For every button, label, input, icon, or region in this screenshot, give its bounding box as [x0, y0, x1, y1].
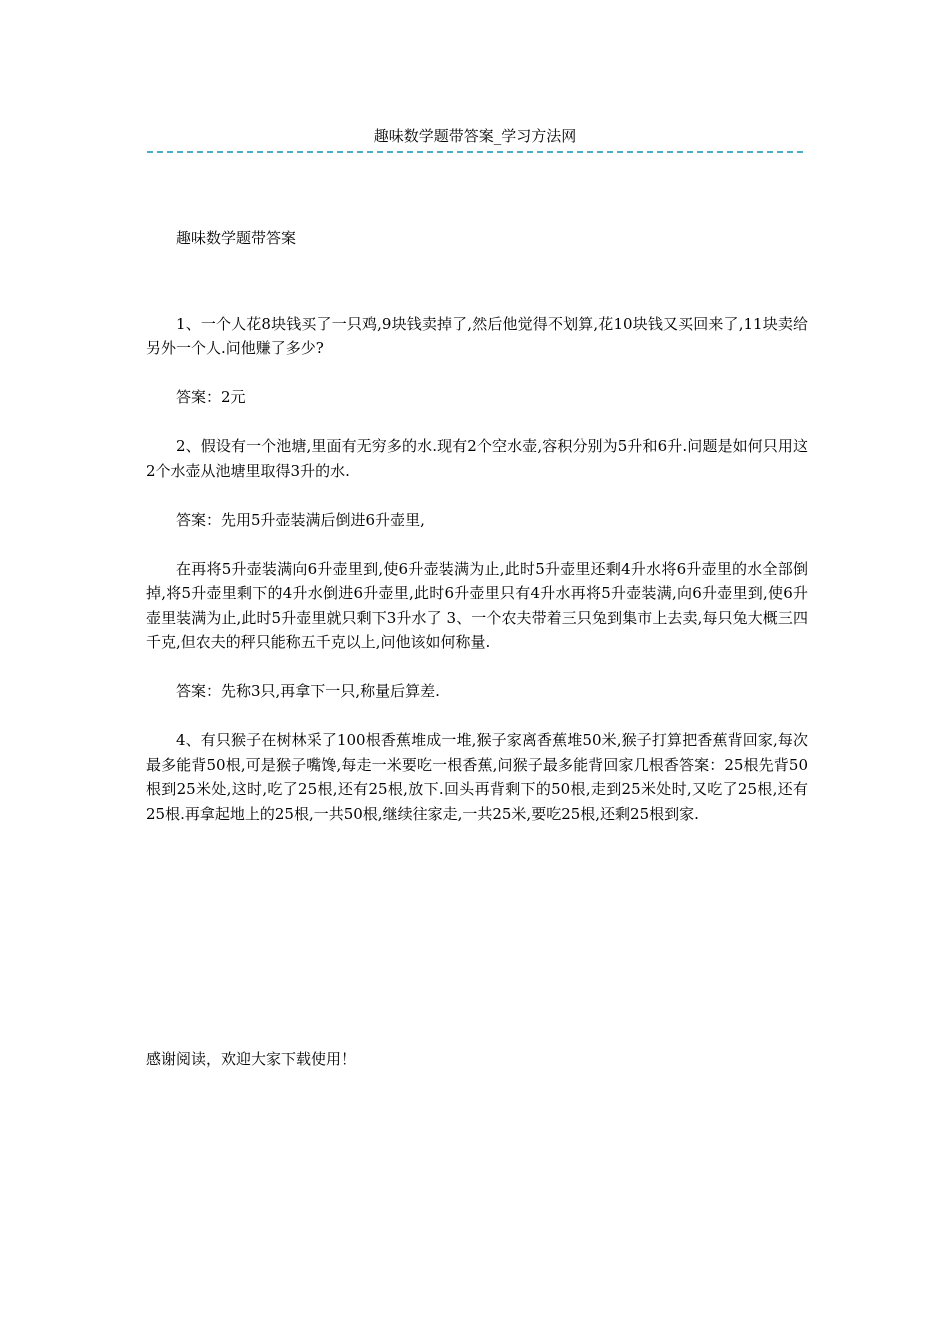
question-1: 1、一个人花8块钱买了一只鸡,9块钱卖掉了,然后他觉得不划算,花10块钱又买回来了,11块卖给另外一个人.问他赚了多少? — [146, 314, 808, 357]
answer-3: 答案：先称3只,再拿下一只,称量后算差. — [176, 682, 440, 700]
answer-2-step-2-and-question-3: 在再将5升壶装满向6升壶里到,使6升壶装满为止,此时5升壶里还剩4升水将6升壶里的水全部倒掉,将5升壶里剩下的4升水倒进6升壶里,此时6升壶里只有4升水再将5升壶装满,向6升壶里到,使6升壶里装满为止,此时5升壶里就只剩下3升水了 3、一个农夫带着三只兔到集市上去卖,每只兔大概三四千克,但农夫的秤只能称五千克以上,问他该如何称量. — [146, 559, 808, 651]
closing-note: 感谢阅读，欢迎大家下载使用！ — [146, 1050, 357, 1068]
answer-2-step-1: 答案：先用5升壶装满后倒进6升壶里, — [176, 510, 425, 529]
header-divider — [147, 151, 803, 153]
document-body — [146, 226, 808, 826]
header-title: 趣味数学题带答案_学习方法网 — [373, 127, 577, 145]
document-title: 趣味数学题带答案 — [176, 229, 297, 247]
answer-1: 答案：2元 — [176, 388, 246, 406]
question-4-with-answer: 4、有只猴子在树林采了100根香蕉堆成一堆,猴子家离香蕉堆50米,猴子打算把香蕉背回家,每次最多能背50根,可是猴子嘴馋,每走一米要吃一根香蕉,问猴子最多能背回家几根香答案：25根先背50根到25米处,这时,吃了25根,还有25根,放下.回头再背剩下的50根,走到25米处时,又吃了25根,还有25根.再拿起地上的25根,一共50根,继续往家走,一共25米,要吃25根,还剩25根到家. — [146, 731, 808, 823]
question-2: 2、假设有一个池塘,里面有无穷多的水.现有2个空水壶,容积分别为5升和6升.问题是如何只用这2个水壶从池塘里取得3升的水. — [146, 437, 808, 480]
